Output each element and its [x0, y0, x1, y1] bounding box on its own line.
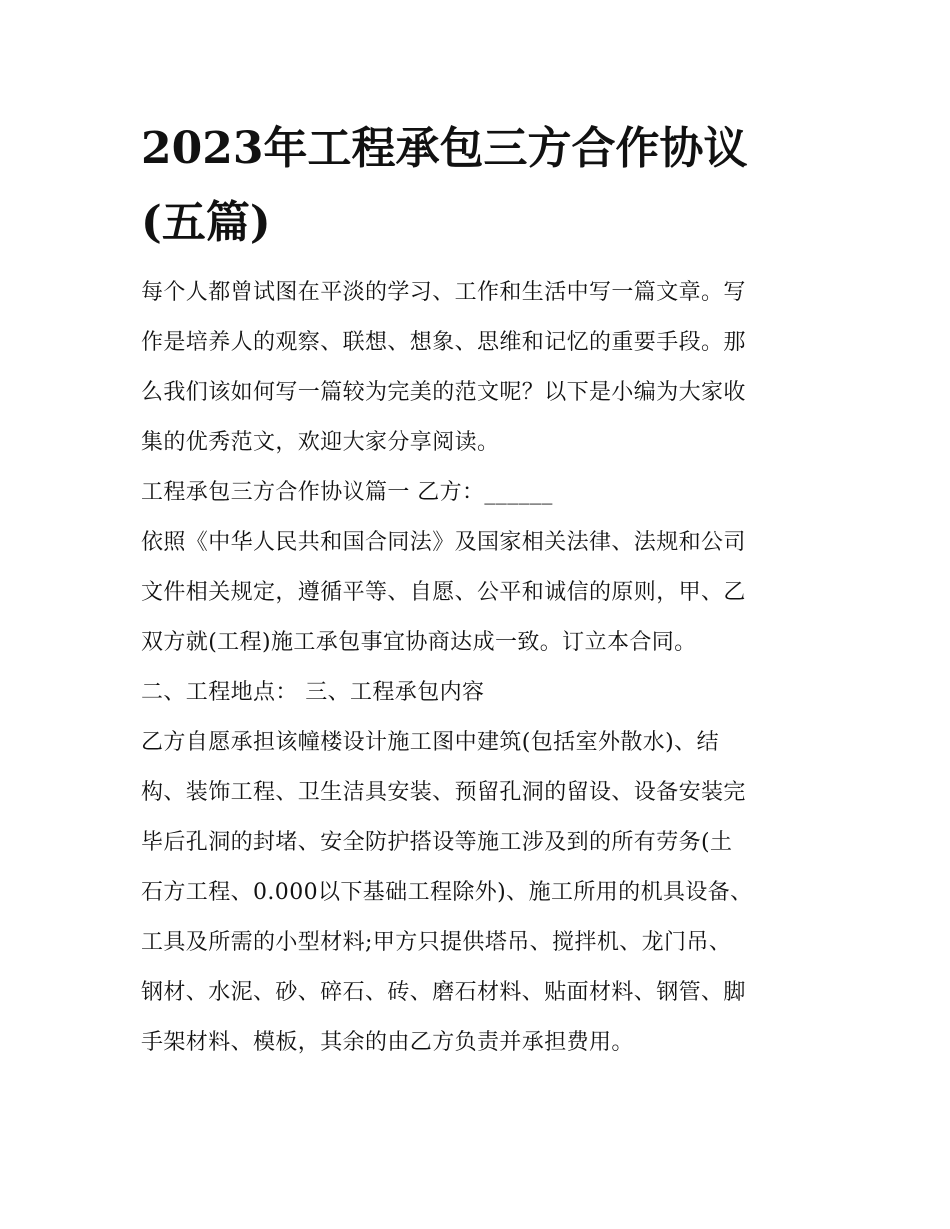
scope-line: 石方工程、0.000以下基础工程除外)、施工所用的机具设备、: [141, 880, 753, 905]
basis-line: 双方就(工程)施工承包事宜协商达成一致。订立本合同。: [141, 630, 697, 655]
section-heading: [141, 468, 813, 518]
basis-line: 依照《中华人民共和国合同法》及国家相关法律、法规和公司: [141, 530, 746, 555]
intro-line: 集的优秀范文，欢迎大家分享阅读。: [141, 430, 500, 455]
scope-line: 工具及所需的小型材料;甲方只提供塔吊、搅拌机、龙门吊、: [141, 930, 732, 955]
intro-line: 作是培养人的观察、联想、想象、思维和记忆的重要手段。那: [141, 330, 746, 355]
basis-paragraph: [141, 518, 813, 668]
title-line-2: (五篇): [141, 197, 271, 248]
scope-line: 构、装饰工程、卫生洁具安装、预留孔洞的留设、设备安装完: [141, 780, 746, 805]
intro-line: 么我们该如何写一篇较为完美的范文呢？以下是小编为大家收: [141, 380, 746, 405]
section-heading-text: 工程承包三方合作协议篇一 乙方：______: [141, 480, 553, 505]
intro-paragraph: [141, 268, 813, 468]
scope-paragraph: [141, 718, 813, 1068]
document-page: [141, 112, 813, 1068]
intro-line: 每个人都曾试图在平淡的学习、工作和生活中写一篇文章。写: [141, 280, 746, 305]
scope-line: 乙方自愿承担该幢楼设计施工图中建筑(包括室外散水)、结: [141, 730, 719, 755]
title-line-1: 2023年工程承包三方合作协议: [141, 123, 748, 174]
basis-line: 文件相关规定，遵循平等、自愿、公平和诚信的原则，甲、乙: [141, 580, 746, 605]
document-title: [141, 112, 813, 260]
scope-line: 钢材、水泥、砂、碎石、砖、磨石材料、贴面材料、钢管、脚: [141, 980, 746, 1005]
scope-line: 手架材料、模板，其余的由乙方负责并承担费用。: [141, 1030, 634, 1055]
clauses-text: 二、工程地点： 三、工程承包内容: [141, 680, 485, 705]
scope-line: 毕后孔洞的封堵、安全防护搭设等施工涉及到的所有劳务(土: [141, 830, 733, 855]
clauses-line: [141, 668, 813, 718]
